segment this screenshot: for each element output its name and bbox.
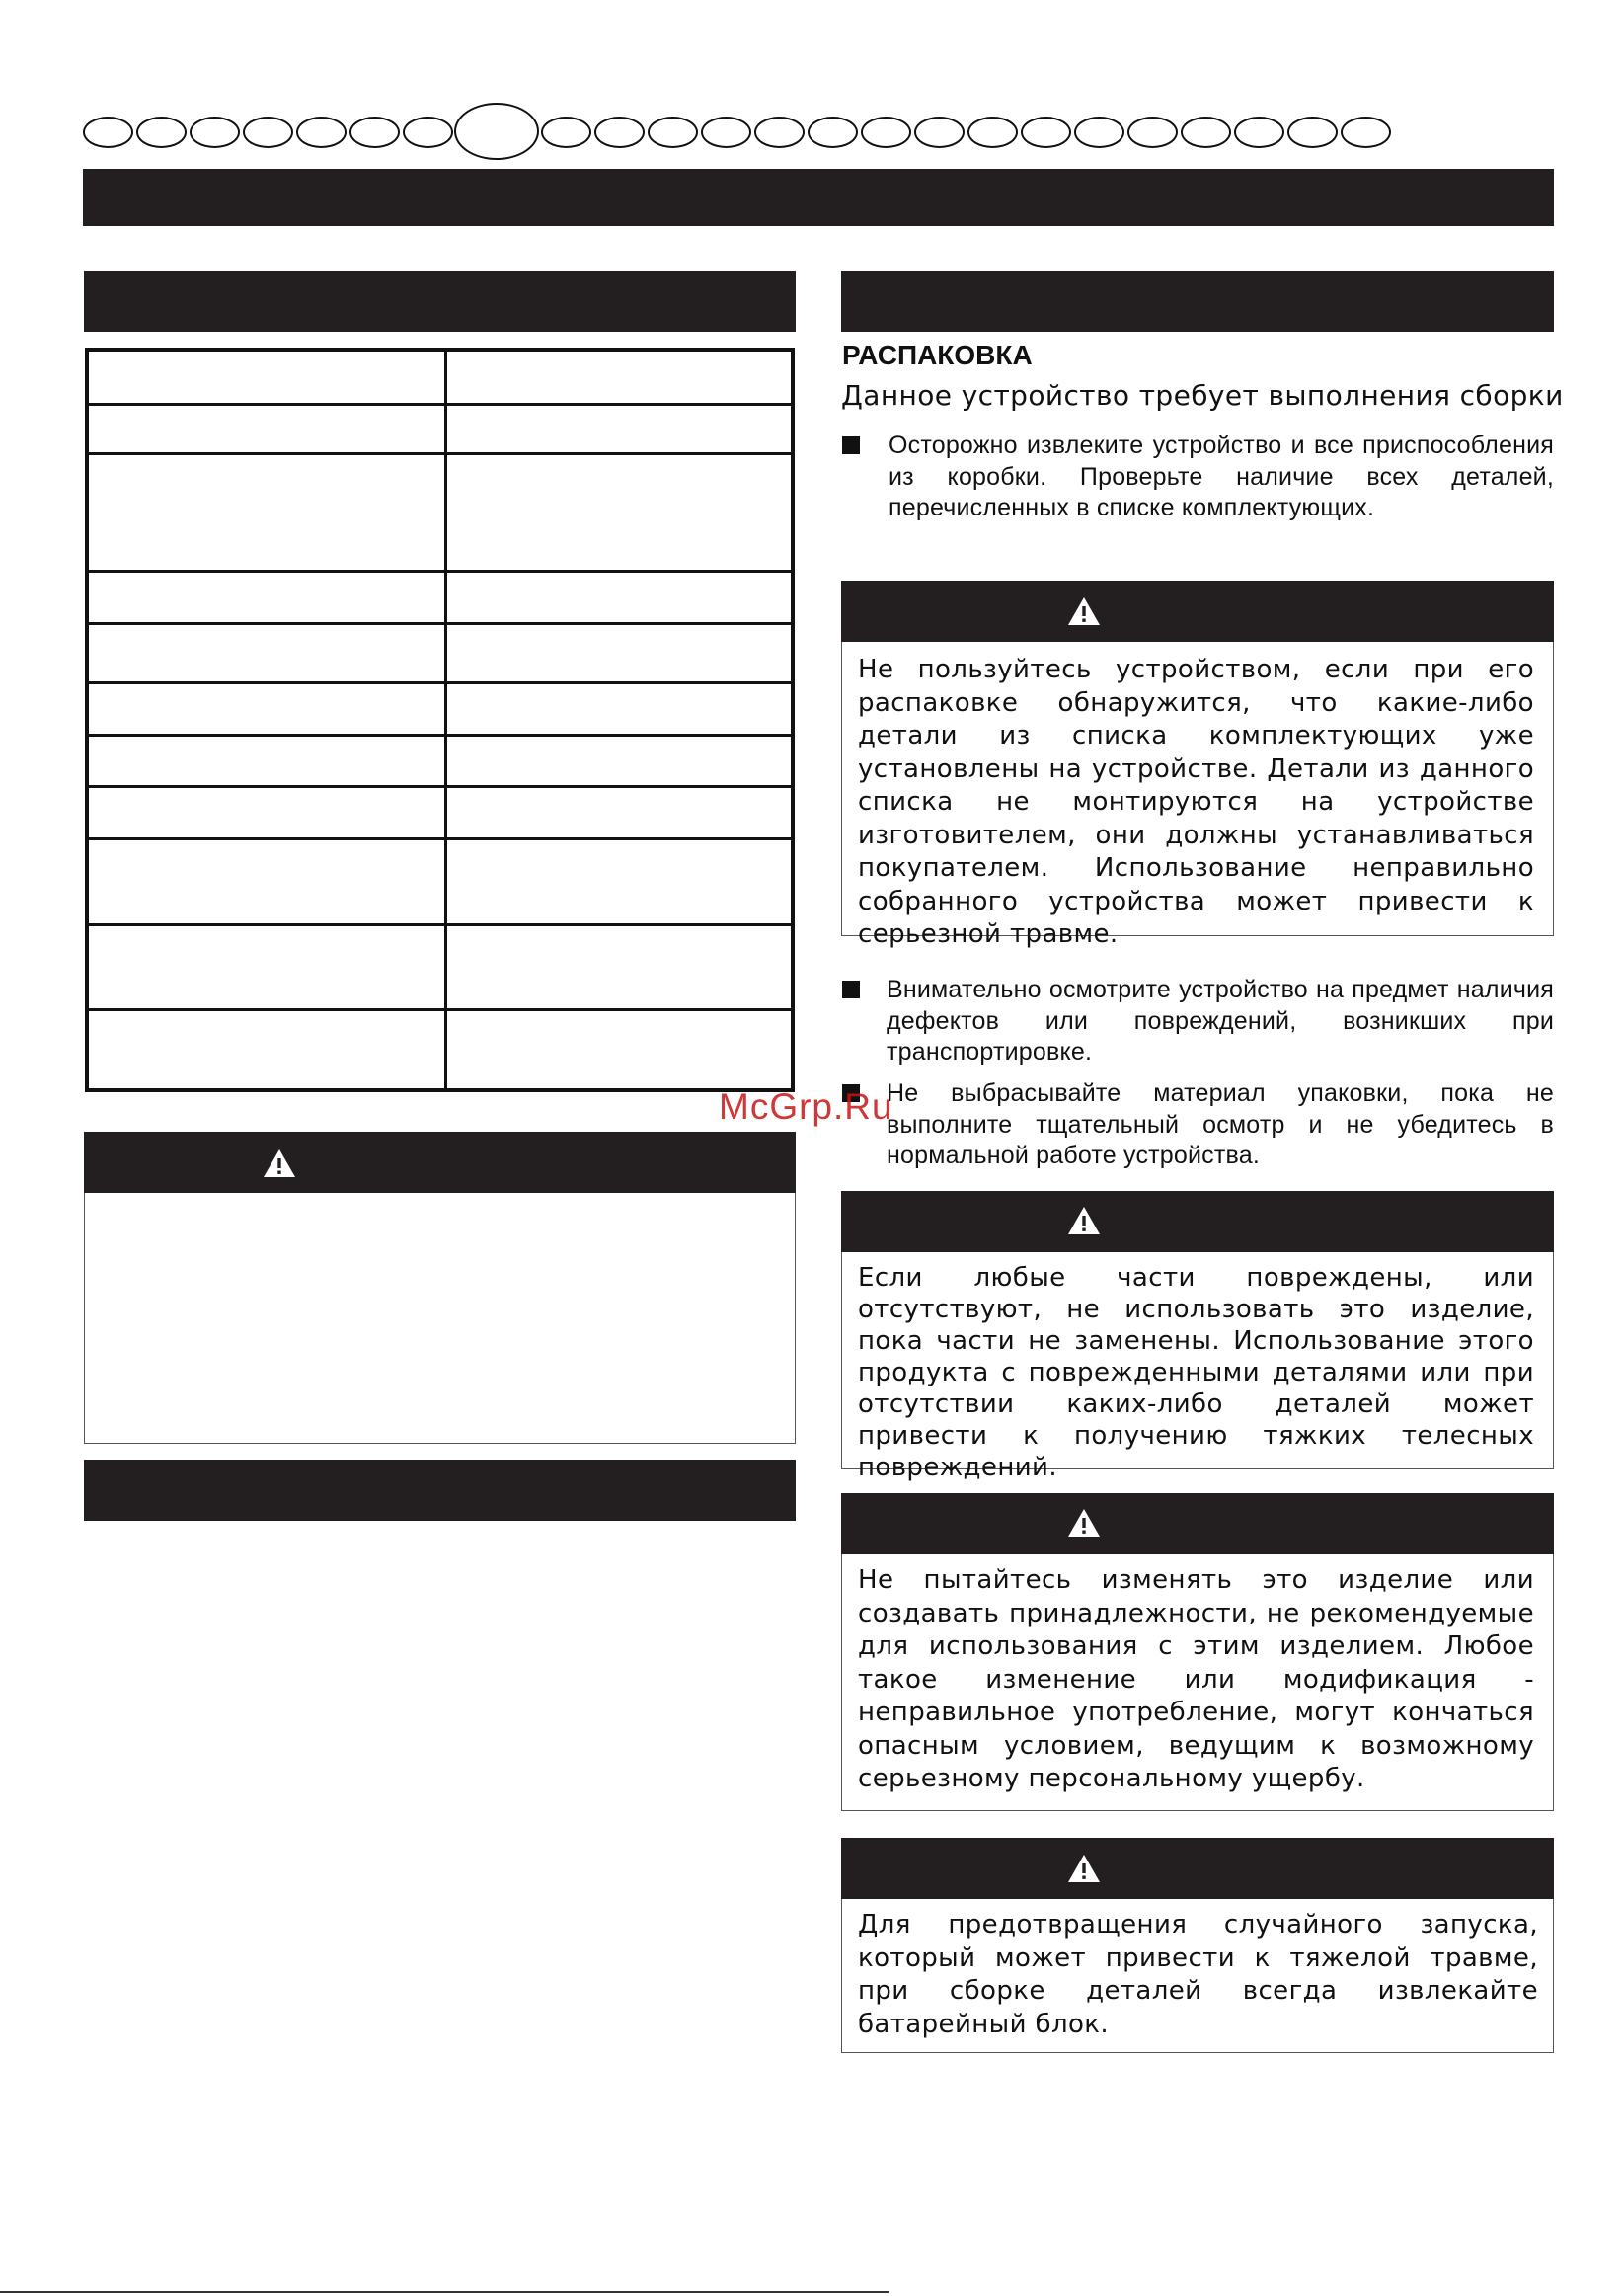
unpacking-bullet-2: Внимательно осмотрите устройство на предмет наличия дефектов или повреждений, возникших при транспортировке. [887, 976, 1554, 1066]
language-oval [808, 117, 858, 148]
warning-icon [263, 1148, 296, 1178]
language-oval [541, 117, 591, 148]
right-section-header [841, 271, 1554, 332]
bullet-square [842, 436, 860, 454]
language-oval [243, 117, 293, 148]
language-oval [190, 117, 240, 148]
language-oval [1021, 117, 1071, 148]
bullet-square [842, 981, 860, 998]
warning-icon [1067, 1206, 1101, 1235]
warning-box-4-header [841, 1838, 1554, 1899]
page-header-bar [83, 169, 1554, 226]
left-warning-header [84, 1132, 796, 1193]
unpacking-bullet-3: Не выбрасывайте материал упаковки, пока не выполните тщательный осмотр и не убедитесь в нормальной работе устройства. [887, 1079, 1554, 1169]
language-oval [136, 117, 187, 148]
language-selector [83, 113, 1554, 152]
warning-text-1: Не пользуйтесь устройством, если при его распаковке обнаружится, что какие-либо детали из списка комплектующих уже установлены на устройстве. Детали из данного списка не монтируются на устройстве изготовителем, они должны устанавливаться покупателем. Использование неправильно собранного устройства может привести к серьезной травме. [858, 655, 1534, 949]
unpacking-intro: Данное устройство требует выполнения сборки [841, 379, 1564, 412]
left-section-header [84, 271, 796, 332]
language-oval [83, 117, 133, 148]
warning-box-3-header [841, 1493, 1554, 1554]
unpacking-heading: РАСПАКОВКА [842, 340, 1033, 370]
language-oval [1287, 117, 1338, 148]
language-oval [349, 117, 400, 148]
language-oval [1074, 117, 1124, 148]
warning-text-2: Если любые части повреждены, или отсутствуют, не использовать это изделие, пока части не заменены. Использование этого продукта с поврежденными деталями или при отсутствии каких-либо деталей может привести к получению тяжких телесных повреждений. [858, 1263, 1534, 1482]
language-oval [1127, 117, 1178, 148]
warning-icon [1067, 596, 1101, 626]
language-oval-selected [454, 103, 539, 160]
language-oval [861, 117, 911, 148]
language-oval [967, 117, 1018, 148]
warning-icon [1067, 1508, 1101, 1538]
warning-box-2-header [841, 1191, 1554, 1252]
watermark: McGrp.Ru [719, 1086, 893, 1127]
warning-icon [1067, 1854, 1101, 1883]
language-oval [754, 117, 805, 148]
warning-text-4: Для предотвращения случайного запуска, который может привести к тяжелой травме, при сборке деталей всегда извлекайте батарейный блок. [858, 1910, 1538, 2039]
language-oval [914, 117, 965, 148]
unpacking-bullet-1: Осторожно извлеките устройство и все приспособления из коробки. Проверьте наличие всех деталей, перечисленных в списке комплектующих. [889, 432, 1554, 521]
language-oval [1234, 117, 1284, 148]
language-oval [1181, 117, 1231, 148]
language-oval [403, 117, 453, 148]
specifications-table [85, 348, 795, 1092]
language-oval [594, 117, 645, 148]
left-section-header-2 [84, 1460, 796, 1521]
language-oval [701, 117, 751, 148]
footer-rule [0, 2291, 889, 2293]
language-oval [648, 117, 698, 148]
language-oval [296, 117, 347, 148]
warning-box-1-header [841, 581, 1554, 642]
language-oval [1341, 117, 1391, 148]
warning-text-3: Не пытайтесь изменять это изделие или создавать принадлежности, не рекомендуемые для использования с этим изделием. Любое такое изменение или модификация - неправильное употребление, могут кончаться опасным условием, ведущим к возможному серьезному персональному ущербу. [858, 1565, 1534, 1793]
